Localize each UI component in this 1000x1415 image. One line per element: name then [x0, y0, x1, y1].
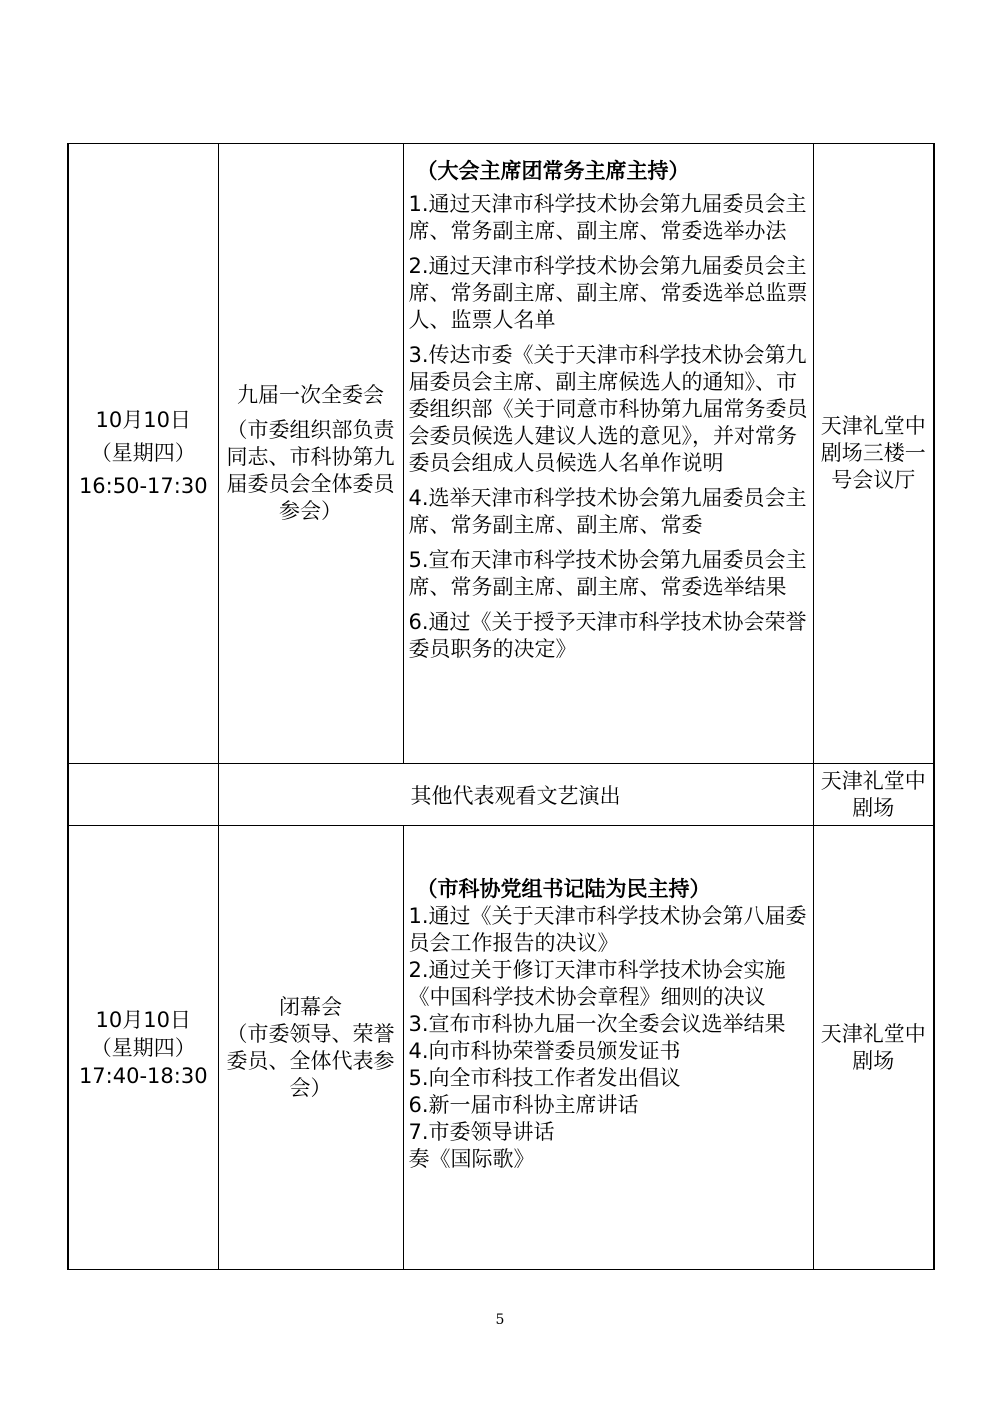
agenda-item: 6.通过《关于授予天津市科学技术协会荣誉委员职务的决定》 [408, 610, 807, 661]
date-text: 10月10日 [95, 1007, 191, 1032]
agenda-item: 3.宣布市科协九届一次全委会议选举结果 [408, 1012, 786, 1036]
session-cell [218, 826, 403, 1270]
schedule-table [67, 143, 935, 1270]
agenda-item: 5.向全市科技工作者发出倡议 [408, 1066, 681, 1090]
agenda-item: 1.通过《关于天津市科学技术协会第八届委员会工作报告的决议》 [408, 904, 807, 955]
weekday-text: （星期四） [90, 1035, 196, 1060]
session-attendees: （市委领导、荣誉委员、全体代表参会） [226, 1021, 395, 1100]
agenda-item: 4.选举天津市科学技术协会第九届委员会主席、常务副主席、副主席、常委 [408, 486, 807, 537]
time-cell [68, 144, 218, 764]
page-number: 5 [495, 1312, 505, 1328]
table-row [68, 764, 934, 826]
activity-cell: 其他代表观看文艺演出 [218, 764, 813, 826]
agenda-item: 5.宣布天津市科学技术协会第九届委员会主席、常务副主席、副主席、常委选举结果 [408, 548, 807, 599]
table-row [68, 826, 934, 1270]
time-range: 16:50-17:30 [78, 474, 208, 498]
time-cell-empty [68, 764, 218, 826]
venue-cell: 天津礼堂中剧场 [813, 826, 934, 1270]
agenda-cell [403, 826, 813, 1270]
chair-text: （大会主席团常务主席主持） [416, 159, 690, 183]
agenda-item: 4.向市科协荣誉委员颁发证书 [408, 1039, 681, 1063]
agenda-item: 7.市委领导讲话 [408, 1120, 555, 1144]
chair-text: （市科协党组书记陆为民主持） [416, 877, 711, 901]
agenda-item: 1.通过天津市科学技术协会第九届委员会主席、常务副主席、副主席、常委选举办法 [408, 192, 807, 243]
agenda-item: 2.通过关于修订天津市科学技术协会实施《中国科学技术协会章程》细则的决议 [408, 958, 786, 1009]
agenda-item: 奏《国际歌》 [408, 1147, 535, 1171]
table-row [68, 144, 934, 764]
agenda-item: 3.传达市委《关于天津市科学技术协会第九届委员会主席、副主席候选人的通知》、市委组织部《关于同意市科协第九届常务委员会委员候选人建议人选的意见》，并对常务委员会组成人员候选人名单作说明 [408, 343, 808, 475]
session-title: 闭幕会 [279, 994, 342, 1019]
time-cell [68, 826, 218, 1270]
venue-cell: 天津礼堂中剧场三楼一号会议厅 [813, 144, 934, 764]
venue-cell: 天津礼堂中剧场 [813, 764, 934, 826]
session-attendees: （市委组织部负责同志、市科协第九届委员会全体委员参会） [226, 418, 395, 523]
date-text: 10月10日 [95, 408, 191, 432]
weekday-text: （星期四） [90, 441, 196, 465]
session-cell [218, 144, 403, 764]
agenda-cell [403, 144, 813, 764]
agenda-item: 6.新一届市科协主席讲话 [408, 1093, 639, 1117]
time-range: 17:40-18:30 [78, 1063, 208, 1088]
agenda-item: 2.通过天津市科学技术协会第九届委员会主席、常务副主席、副主席、常委选举总监票人、监票人名单 [408, 254, 808, 332]
session-title: 九届一次全委会 [237, 383, 384, 407]
